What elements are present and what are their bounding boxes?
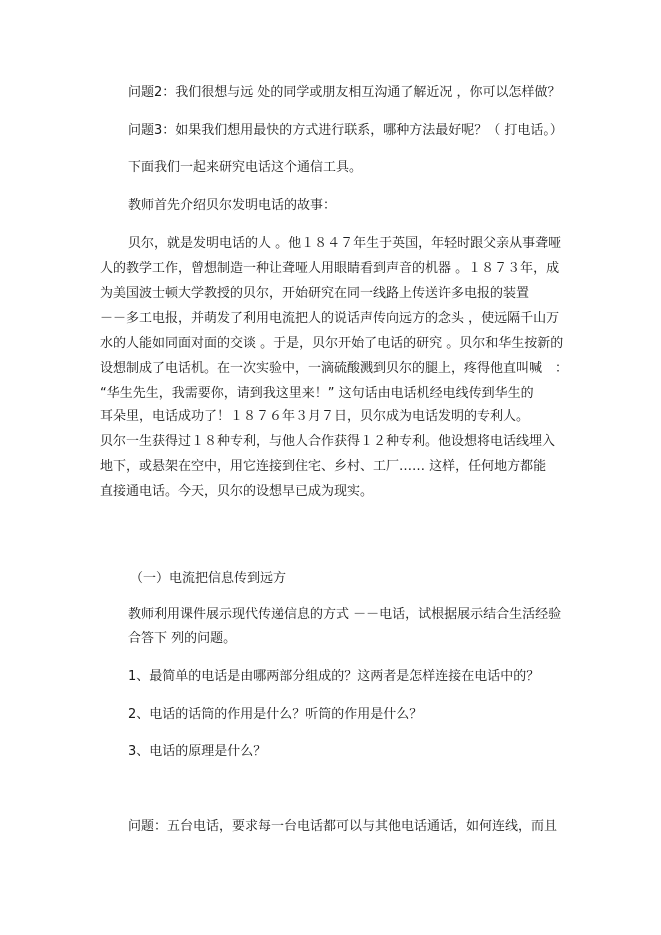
story-line: 人的教学工作，曾想制造一种让聋哑人用眼睛看到声音的机器 。１８７３年，成 [100,261,560,276]
question-2: 问题2：我们很想与远 处的同学或朋友相互沟通了解近况 ，你可以怎样做？ [128,85,561,100]
numbered-question-3: 3、电话的原理是什么？ [128,744,267,759]
courseware-line: 合答下 列的问题。 [128,631,237,646]
story-line: 直接通电话。今天，贝尔的设想早已成为现实。 [100,484,374,499]
story-line: －－多工电报，并萌发了利用电流把人的说话声传向远方的念头 ，使远隔千山万 [100,311,560,326]
question-3: 问题3：如果我们想用最快的方式进行联系，哪种方法最好呢？（ 打电话。） [128,123,563,138]
final-question: 问题：五台电话，要求每一台电话都可以与其他电话通话，如何连线，而且 [128,819,558,834]
story-line: 贝尔，就是发明电话的人 。他１８４７年生于英国，年轻时跟父亲从事聋哑 [128,236,562,251]
story-line: 耳朵里，电话成功了！１８７６年３月７日，贝尔成为电话发明的专利人。 [100,409,530,424]
courseware-line: 教师利用课件展示现代传递信息的方式 －－电话，试根据展示结合生活经验 [128,607,562,622]
teacher-story-intro: 教师首先介绍贝尔发明电话的故事： [128,198,337,213]
numbered-question-1: 1、最简单的电话是由哪两部分组成的？这两者是怎样连接在电话中的？ [128,669,540,684]
story-line: 水的人能如同面对面的交谈 。于是，贝尔开始了电话的研究 。贝尔和华生按新的 [100,336,564,351]
story-line: 地下，或悬架在空中，用它连接到住宅、乡村、工厂…… 这样，任何地方都能 [100,459,547,474]
story-line: 为美国波士顿大学教授的贝尔，开始研究在同一线路上传送许多电报的装置 [100,286,530,301]
story-line: “华生先生，我需要你，请到我这里来！” 这句话由电话机经电线传到华生的 [100,386,534,401]
numbered-question-2: 2、电话的话筒的作用是什么？听筒的作用是什么？ [128,707,423,722]
section-heading: （一）电流把信息传到远方 [130,571,287,586]
story-line: 设想制成了电话机。在一次实验中，一滴硫酸溅到贝尔的腿上，疼得他直叫喊 ： [100,361,569,376]
intro-next: 下面我们一起来研究电话这个通信工具。 [128,160,363,175]
story-line: 贝尔一生获得过１８种专利，与他人合作获得１２种专利。他设想将电话线埋入 [100,434,556,449]
